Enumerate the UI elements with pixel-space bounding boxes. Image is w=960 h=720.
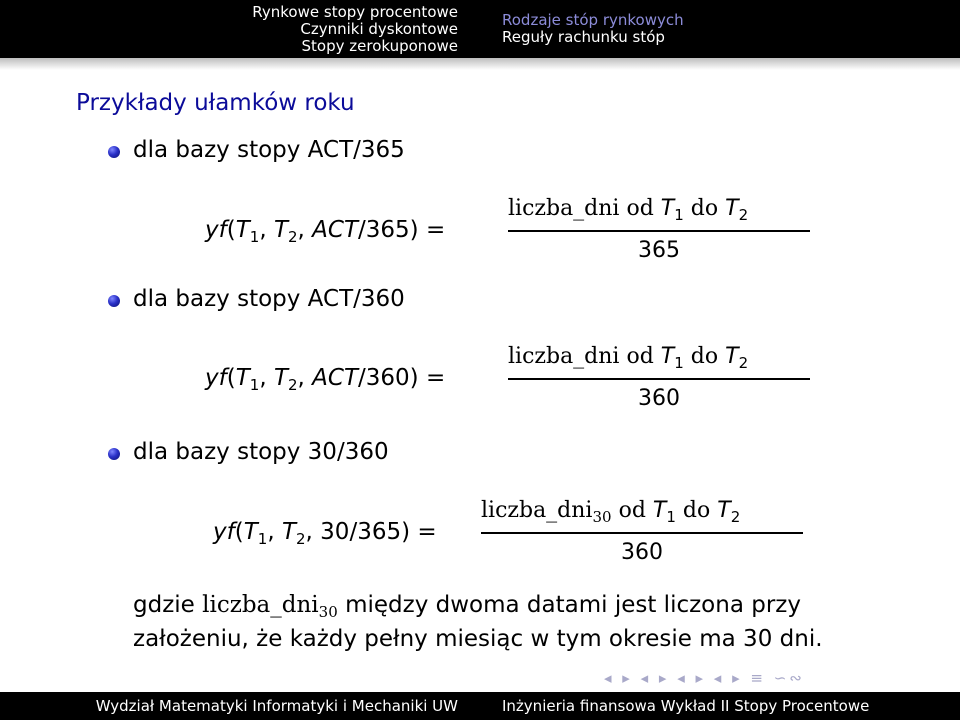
footer-bar	[0, 692, 960, 720]
nav-item-czynniki-dyskontowe[interactable]: Czynniki dyskontowe	[300, 20, 458, 38]
formula-numerator-act365: liczba_dni od $T_1$ do $T_2$	[508, 196, 749, 224]
formula-lhs-30-365: $yf(T_1$, $T_2$, 30/365) =	[213, 519, 437, 548]
formula-numerator-30-360: liczba_dni$_{30}$ od $T_1$ do $T_2$	[481, 498, 741, 526]
footer-course-title: Inżynieria finansowa Wykład II Stopy Procentowe	[502, 697, 870, 715]
note-line-1: gdzie liczba_dni$_{30}$ między dwoma datami jest liczona przy	[133, 592, 801, 621]
formula-lhs-act365: $yf(T_1$, $T_2$, ACT/365) =	[205, 217, 446, 246]
bullet-act360: dla bazy stopy ACT/360	[133, 286, 405, 312]
fraction-bar	[508, 230, 810, 232]
fraction-bar	[508, 378, 810, 380]
bullet-ball-icon	[108, 448, 120, 460]
bullet-act365: dla bazy stopy ACT/365	[133, 137, 405, 163]
bullet-ball-icon	[108, 295, 120, 307]
slide-title: Przykłady ułamków roku	[76, 90, 355, 116]
header-shadow	[0, 58, 960, 70]
footer-institution: Wydział Matematyki Informatyki i Mechaniki UW	[95, 697, 458, 715]
bullet-ball-icon	[108, 146, 120, 158]
nav-item-rynkowe-stopy[interactable]: Rynkowe stopy procentowe	[252, 3, 458, 21]
fraction-bar	[481, 532, 803, 534]
formula-numerator-act360: liczba_dni od $T_1$ do $T_2$	[508, 344, 749, 372]
note-line-2: założeniu, że każdy pełny miesiąc w tym okresie ma 30 dni.	[133, 626, 823, 652]
formula-denominator-act365: 365	[638, 238, 680, 263]
bullet-30-360: dla bazy stopy 30/360	[133, 439, 389, 465]
beamer-navigation-icons[interactable]: ◂ ▸ ◂ ▸ ◂ ▸ ◂ ▸ ≡ ∽∾	[604, 669, 805, 687]
formula-denominator-act360: 360	[638, 386, 680, 411]
formula-denominator-30-360: 360	[621, 540, 663, 565]
formula-lhs-act360: $yf(T_1$, $T_2$, ACT/360) =	[205, 365, 446, 394]
nav-item-stopy-zerokuponowe[interactable]: Stopy zerokuponowe	[301, 37, 458, 55]
nav-item-reguly-rachunku[interactable]: Reguły rachunku stóp	[502, 28, 665, 46]
header-navigation-bar	[0, 0, 960, 58]
nav-item-rodzaje-stop[interactable]: Rodzaje stóp rynkowych	[502, 11, 684, 29]
